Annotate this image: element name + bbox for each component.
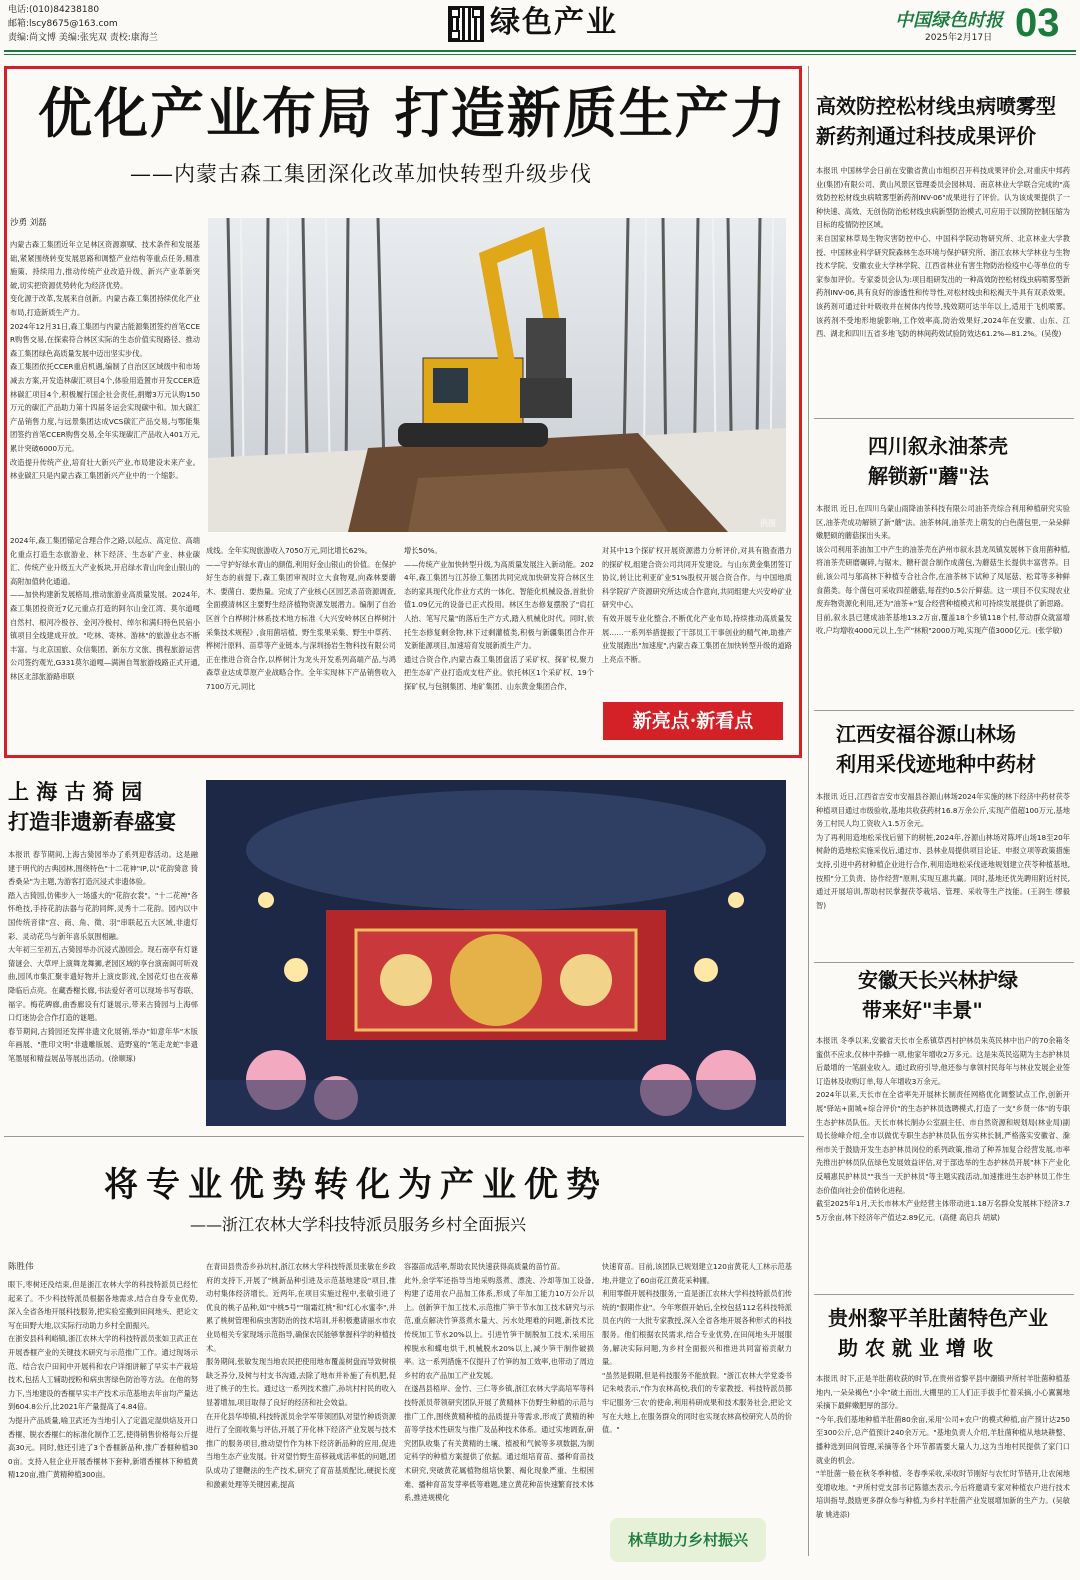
lead-title: 优化产业布局 打造新质生产力 (38, 81, 787, 145)
issue-date: 2025年2月17日 (925, 33, 993, 43)
lead-col1-continued: 2024年,森工集团锚定合理合作之路,以起点、高定位、高端化重点打造生态旅游业、林下经济、生态矿产业、林业碳汇、传统产业升级五大产业板块,开启绿水青山向金山银山的高附加值转化通道。 ——加快构建新发展格局,推动旅游业高质量发展。2024年,森工集团投资近7亿元重点打造的阿尔山金江湾、莫尔道嘎自然村、根河冷极谷、金河冷极村、绰尔和满归特色民宿小镇项目全线建成开放。"吃林、寄林、游林"的旅游业态不断丰富。与北京国旅、众信集团、新东方文旅、携程旅游运营公司签约观光,G331莫尔道嘎—满洲自驾旅游线路正式开通,林区北部旅游路串联 (10, 536, 200, 681)
header-email: 邮箱:lscy8675@163.com (8, 19, 118, 29)
masthead-rule (4, 50, 1076, 52)
right1-body: 本报讯 中国林学会日前在安徽省黄山市组织召开科技成果评价会,对重庆中邦药业(集团)有限公司、黄山风景区管理委员会园林局、南京林业大学联合完成的"高效防控松材线虫病喷雾型新药剂INV-06"成果进行了评价。认为该成果提供了一种快速、高效、无创伤防治松材线虫病新型防治模式,可应用于以预防控制压缩为目标的疫情防控区域。 来自国家林草局生物灾害防控中心、中国科学院动物研究所、北京林业大学教授、中国林业科学研究院森林生态环境与保护研究所、浙江农林大学林业与生物技术学院、安徽农业大学林学院、江西省林业有害生物防治检疫中心等单位的专家参加评价。专家委员会认为:项目组研发出的一种高效防控松材线虫病喷雾型新药剂INV-06,具有良好的渗透性和传导性,对松材线虫和松褐天牛具有双杀效果。该药剂可通过针叶吸收并在树体内传导,残效期可达半年以上,适用于飞机喷雾。该药剂不受地形地貌影响,工作效率高,防治效果好,2024年在安徽、山东、江西、湖北和四川五省多地飞防的林间药效试验防效达61.2%—81.2%。(吴俊) (816, 166, 1070, 339)
lead-badge: 新亮点·新看点 (603, 702, 783, 740)
lead-col4: 对其中13个探矿权开展资源潜力分析评价,对具有勘查潜力的探矿权,组建合资公司共同开发建设。与山东黄金集团签订协议,转让比利亚矿业51%股权开展合资合作。与中国地质科学院矿产资源研究所达成合作意向,共同组建大兴安岭矿业研究中心。 有效开展专业化整合,不断优化产业布局,持续推动高质量发展……一系列举措提振了干部员工干事创业的精气神,助推产业发展跑出"加速度",内蒙古森工集团在加快转型升级的道路上亮点不断。 (602, 546, 792, 664)
lantern-photo (206, 780, 786, 1126)
qr-code-icon (450, 8, 482, 40)
zhejiang-title: 将专业优势转化为产业优势 (104, 1165, 608, 1205)
right1-title-line1: 高效防控松材线虫病喷雾型 (816, 94, 1056, 118)
lantern-display-illustration (206, 780, 786, 1126)
zhejiang-badge: 林草助力乡村振兴 (610, 1518, 766, 1562)
forest-excavator-illustration (208, 218, 786, 532)
lead-subtitle: ——内蒙古森工集团深化改革加快转型升级步伐 (130, 162, 592, 186)
header-editors: 责编:尚文博 美编:张宪双 责校:康海兰 (8, 33, 158, 43)
zhejiang-col4: 快速育苗。目前,该团队已规划建立120亩黄花人工林示范基地,并建立了60亩花江黄花采种圃。 利用零假开展科技服务,一直是浙江农林大学科技特派员们传统的"假期作业"。今年寒假开始后,全校包括112名科技特派员在内的一大批专家教授,深入全省各地开展各种形式的科技服务。他们根据农民需求,结合专业优势,在田间地头开展服务,解决实际问题,为乡村全面振兴和推进共同富裕贡献力量。 "虽然是假期,但是科技服务不能放假。"浙江农林大学党委书记朱岐表示,"作为农林高校,我们的专家教授、科技特派员都牢记服务'三农'的使命,利用科研成果和技术服务社会,把论文写在大地上,在服务群众的同时也实现农林高校研究人员的价值。" (602, 1262, 792, 1435)
right3-title-line1: 江西安福谷源山林场 (836, 722, 1016, 746)
excavator-photo (208, 218, 786, 532)
shanghai-body: 本报讯 春节期间,上海古猗园举办了系列迎春活动。这是融建于明代的古典园林,围绕特色"十二花神"IP,以"花韵猗意 猗香桑朵"为主题,为游客打造沉浸式非遗体验。 踏入古猗园,仿佛步入一场盛大的"花韵衣裳"。"十二花神"各怀绝技,手持花韵法器与花韵同辉,灵秀十二花韵。园内以中国传统音律"宫、商、角、徵、羽"串联起五大区域,非遗灯彩、灵动花鸟与新年喜乐氛围相融。 大年初三至初五,古猗园举办沉浸式游园会。现石南亭有灯谜猜谜会、大草坪上演舞龙舞狮,老园区域的享台演南阁可听戏曲,园风市集汇聚非遗好物并上演皮影戏,全园花灯也在夜幕降临后点亮。在藏香榭长廊,书法爱好者可以现场书写春联、福字。梅花碑廊,曲香廊设有灯谜展示,带来古猗园与上海邨口灯迷协会合作打造的谜题。 春节期间,古猗园还发挥非遗文化展销,举办"如意年华"木版年画展、"胜印文明"非遗雕版展、造野宴的"笔走龙蛇"非遗笔墨展和精益展品等展出活动。(徐顺琢) (8, 850, 198, 1063)
right2-title-line1: 四川叙永油茶壳 (868, 434, 1008, 458)
section-title: 绿色产业 (490, 5, 618, 40)
right4-title-line2: 带来好"丰景" (862, 998, 983, 1022)
right3-title-line2: 利用采伐迹地种中药材 (836, 752, 1036, 776)
right4-title-line1: 安徽天长兴林护绿 (858, 968, 1018, 992)
header-phone: 电话:(010)84238180 (8, 5, 100, 15)
zhejiang-col2: 在青田县贵岙乡孙坑村,浙江农林大学科技特派员张敏在乡政府的支持下,开展了"桃新品种引进及示范基地建设"项目,推动村集体经济增长。近两年,在项目实施过程中,张敏引进了优良的桃子品种,如"中桃5号""瑞霜红桃"和"红心水蜜李",并累了桃树管理和病虫害防治的技术培训,并积极邀请丽水市农业局相关专家现场示范指导,确保农民能够掌握科学的种植技术。 服务期间,张敏发现当地农民把使用地布覆盖树盘而导致树根缺乏养分,及树与村支书沟通,去除了地布并补施了有机肥,促进了桃子的生长。通过这一系列技术推广,孙坑村村民的收入显著增加,项目取得了良好的经济和社会效益。 在开化县华埠镇,科技特派员余学军带领团队对望竹种质资源进行了全面收集与评估,开展了开化林下经济产业发展与技术推广的服务项目,推动望竹作为林下经济新品种的应用,促进当地生态产业发展。针对望竹野生苗移栽成活率低的问题,团队成功了建鞭法的生产技术,研究了育苗基质配比,硬捉长度和激素处理等关键因素,提高 (206, 1262, 396, 1489)
right4-body: 本报讯 冬季以来,安徽省天长市全系镇草西村护林员朱英民林中出户的70余箱冬蜜供不应求,仅林中养蜂一项,他家年增收2万多元。这是朱英民巡期为主态护林员后最增的一笔副业收入。通过政府引导,他还参与拿领村民每年与林业发展企业签订造林及收购订单,每人年增收3万余元。 2024年以来,天长市在全省率先开展林长制责任网格优化调整试点工作,创新开展"驿站+面城+综合评价"的生态护林员选聘模式,打造了一支"乡贤一体"的专职生态护林员队伍。天长市林长制办公室副主任、市自然资源和规划局(林业局)副局长徐峰介绍,全市以做优专职生态护林员队伍夯实林长制,严格落实安徽省、滁州市关于鼓励开发生态护林员岗位的系列政策,推动了种养加复合经营发展,市率先推出护林员队伍绿色发展效益评估,对于部选举的生态护林员开展"林下产业化反哺惠民护林员""我当一天护林员"等主题实践活动,加速推进生态护林员工作生态价值向社会价值转化进程。 截至2025年1月,天长市林木产业经营主体带动进1.18万名群众发展林下经济3.75万余亩,林下经济年产值达2.89亿元。(高健 高启兵 胡斌) (816, 1036, 1070, 1222)
zhejiang-col3: 容器苗成活率,帮助农民快速获得高质量的苗竹苗。 此外,余学军还指导当地采购蒸煮、漂洗、冷却等加工设备,构建了适用农户品加工体系,形成了年加工能力10万公斤以上。创新笋干加工技术,示范推广笋干节水加工技术研究与示范,重点解决竹笋蒸煮水量大、污水处理难的问题,新技术比传统加工节水20%以上。引进竹笋干制脱加工技术,采用压榨脱水和蝶电烘干,机械脱水20%以上,减少笋干制作破损率。这一系列措施不仅提升了竹笋的加工效率,也带动了周边乡村的农产品加工产业发展。 在遂昌县梧岸、金竹、三仁等乡镇,浙江农林大学高培军等科技特派员带领研究团队开展了黄精林下仿野生种植的示范与推广工作,围绕黄精种植的品质提升等需求,形成了黄精的种苗等学技术性研发与推广及品种技术体系。通过实地调查,研究团队收集了有关黄精的土壤、植被和气候等多项数据,为制定科学的种植方案提供了依据。通过组培育苗、播种育苗技术研究,突破黄花属植物组培快繁、褐化现象严重、生根困难、播种育苗发芽率低等难题,建立黄花种苗快速繁育技术体系,推进规模化 (404, 1262, 594, 1503)
lead-col2: 成线。全年实现旅游收入7050万元,同比增长62%。 ——守护好绿水青山的颜值,利用好金山银山的价值。在保护好生态的前提下,森工集团审视时立大食物观,向森林要蘑木、要菌白、要热量。完成了产业核心区园艺杀苗资源调查,全面摸清林区主要野生经济植物资源发展潜力。编制了自治区首个白桦树汁林系技术地方标准《大兴安岭林区白桦树汁采集技术规程》,食用菌培植、野生浆果采集、野生中草药、桦树汁原料、苗草等产业链本,与深圳扬岩生物科技有限公司正在推进合资合作,以桦树汁为龙头开发系列高端产品,与鸿森草业达成草原产业战略合作。全年实现林下产品销售收入7100万元,同比 (206, 546, 396, 691)
newspaper-name: 中国绿色时报 (895, 10, 1003, 31)
zhejiang-byline: 陈胜伟 (8, 1262, 34, 1272)
lead-col3: 增长50%。 ——传统产业加快转型升级,为高质量发展注入新动能。2024年,森工集团与江苏徐工集团共同完成加快研发符合林区生态的家具现代化作业方式的一体化、智能化机械设备,首批价值1.09亿元的设备已正式投用。林区生态修复摆脱了"肩扛人抬、笔写尺量"的落后生产方式,踏入机械化时代。同时,依托生态修复剩余物,林下过剩灌植类,积极与新疆集团合作开发新能源项目,加速培育发展新质生产力。 通过合资合作,内蒙古森工集团盘活了采矿权、探矿权,聚力把生态矿产业打造成支柱产业。依托林区1个采矿权、19个探矿权,与包钢集团、地矿集团、山东黄金集团合作, (404, 546, 594, 691)
page-number: 03 (1015, 1, 1060, 45)
right5-title-line1: 贵州黎平羊肚菌特色产业 (828, 1306, 1048, 1330)
shanghai-title-line2: 打造非遗新春盛宴 (8, 809, 176, 834)
right2-body: 本报讯 近日,在四川乌蒙山雨降油茶科技有限公司油茶壳综合利用种植研究实验区,油茶壳成功解锁了新"蘑"法。油茶林间,油茶壳上萌发的白色菌包里,一朵朵鲜嫩肥硕的蘑菇探出头来。 该公司利用茶油加工中产生的油茶壳在泸州市叙永县龙凤镇发展林下食用菌种植,将油茶壳研磨碾碎,与锯末、糖秆混合制作成菌包,为蘑菇生长提供丰富营养。目前,该公司与邬高林下种植专合社合作,在油茶林下试种了凤尾菇、松茸等多种鲜食菌类。每个菌包可采收四茬蘑菇,每茬约0.5公斤鲜菇。这一项目不仅实现农业废弃物资源化利用,还为"油茶+"复合经营种植模式和可持续发展提供了新思路。 目前,叙永县已建成油茶基地13.2万亩,覆盖18个乡镇118个村,带动群众就富增收,户均增收4000元以上,生产"林粮"2000万吨,实现产值3000亿元。(张学敏) (816, 504, 1070, 636)
right5-body: 本报讯 时下,正是羊肚菌收获的时节,在贵州省黎平县中潮镇尹所村羊肚菌种植基地内,一朵朵褐色"小伞"破土而出,大棚里的工人们正手拔手忙着采摘,小心翼翼地采摘下最鲜嫩肥厚的部分。 "今年,我们基地种植羊肚菌80余亩,采用'公司+农户'的模式种植,亩产预计达250至300公斤,总产值预计240余万元。"基地负责人介绍,羊肚菌种植从地块耕整、播种选到田间管理,采摘等各个环节都需要大量人力,这为当地村民提供了家门口就业的机会。 "羊肚菌一般在秋冬季种植、冬春季采收,采收时节刚好与农忙时节错开,让农闲地变增收地。"尹所村党支部书记陈德杰表示,今后将邀请专家对种植农户进行技术培训指导,鼓励更多群众参与种植,为乡村羊肚菌产业发展增加新的生产力。(吴敏敏 姚进添) (816, 1374, 1070, 1519)
lead-col1: 内蒙古森工集团近年立足林区资源禀赋、技术条件和发展基础,紧紧围绕转变发展思路和调整产业结构等重点任务,精准施策、持续用力,推动传统产业改造升级、新兴产业革新突破,切实把资源优势转化为经济优势。 变化源于改革,发展来自创新。内蒙古森工集团持续优化产业布局,打造新质生产力。 2024年12月31日,森工集团与内蒙古能源集团签约首笔CCER购售交易,在探索符合林区实际的生态价值实现路径、推动森工集团绿色高质量发展中迈出坚实步伐。 森工集团依托CCER重启机遇,编制了自治区区域级中和市场减去方案,开发造林碳汇项目4个,体验用造置市开发CCER造林碳汇项目4个,积极履行国企社会责任,捐赠3万元认购150万元的碳汇产品助力第十四届冬运会实现碳中和。加大碳汇产品销售力度,与远景集团达成VCS碳汇产品交易,与鄂能集团签约首笔CCER购售交易,全年实现碳汇产品收入401万元,累计突破6000万元。 改造提升传统产业,培育壮大新兴产业,布局建设未来产业。林业碳汇只是内蒙古森工集团新兴产业中的一个缩影。 (10, 240, 200, 481)
lead-byline: 沙勇 刘磊 (10, 218, 47, 228)
shanghai-title-line1: 上 海 古 猗 园 (8, 779, 143, 804)
right5-title-line2: 助 农 就 业 增 收 (838, 1336, 993, 1360)
right1-title-line2: 新药剂通过科技成果评价 (816, 124, 1036, 148)
right2-title-line2: 解锁新"蘑"法 (868, 464, 989, 488)
zhejiang-col1: 眼下,枣树还没结束,但是浙江农林大学的科技特派员已经忙起来了。不少科技特派员根据各地需求,结合自身专业优势,深入全省各地开展科技服务,把实验室搬到田间地头、把论文写在田野大地,以实际行动助力乡村全面振兴。 在浙安县科利峪镇,浙江农林大学的科技特派员张如卫武正在开展香榧产业的关键技术研究与示范推广工作。通过现场示范、结合农户田间中开展科和农户详细讲解了早实丰产栽培技术,包括人工辅助授粉和病虫害绿色防治等方法。在他的努力下,当地建设的香榧早实丰产技术示范基地去年亩均产量达到604.8公斤,比2021年产量提高了4.84倍。 为提升产品质量,喻卫武还为当地引入了定温定湿烘焙及开口香榧、脱衣香榧仁的标准化制作工艺,使得销售价格每公斤提高30元。同时,他还引进了3个香榧新品种,推广香榧种植300亩。支持入驻企业开展香榧林下套种,新增香榧林下种植黄精120亩,推广黄精种植300亩。 (8, 1280, 198, 1480)
photo-credit: 供图 (760, 519, 776, 528)
right3-body: 本报讯 近日,江西省吉安市安福县谷源山林场2024年实施的林下经济中药材茯苓种植项目通过市级验收,基地共收获药材16.8万余公斤,实现产值超100万元,基地务工村民人均工资收入1.5万余元。 为了再利用造地松采伐后留下的树桩,2024年,谷源山林场对陈坪山场18至20年树龄的造地松实施采伐后,通过市、县林业局提供项目论证、申报立项等政策措施支持,引进中药材种植企业进行合作,利用造地松采伐迹地规划建立茯苓种植基地,按照"分工负责、协作经营"原则,实现互惠共赢。同时,基地还优先聘用附近村民,通过开展培训,帮助村民掌握茯苓栽培、管理、采收等生产技能。(王润生 缪毅智) (816, 792, 1070, 910)
zhejiang-subtitle: ——浙江农林大学科技特派员服务乡村全面振兴 (190, 1215, 527, 1234)
